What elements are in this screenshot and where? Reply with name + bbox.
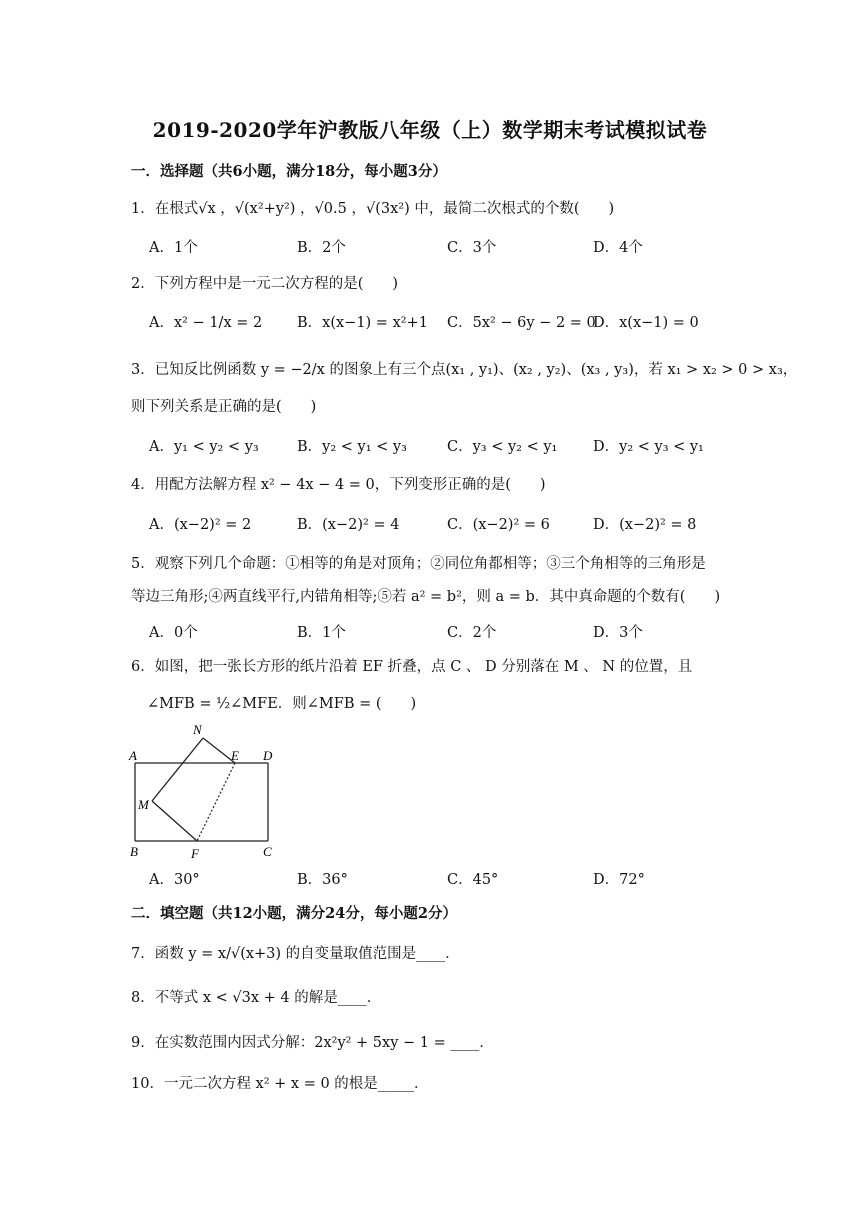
q4-option-c: C．(x−2)² = 6 [447, 517, 550, 533]
q6-option-b: B．36° [297, 872, 348, 888]
label-m: M [138, 797, 149, 812]
q5-option-b: B．1个 [297, 625, 346, 641]
label-b: B [130, 844, 138, 859]
label-a: A [129, 748, 137, 763]
q1-option-a: A．1个 [149, 240, 198, 256]
question-6-stem-line1: 6．如图，把一张长方形的纸片沿着 EF 折叠，点 C 、 D 分别落在 M 、 N 的位置，且 [131, 659, 693, 675]
label-c: C [263, 844, 272, 859]
q3-option-a: A．y₁ < y₂ < y₃ [149, 439, 259, 455]
q3-option-c: C．y₃ < y₂ < y₁ [447, 439, 558, 455]
q6-option-c: C．45° [447, 872, 499, 888]
question-4-stem: 4．用配方法解方程 x² − 4x − 4 = 0，下列变形正确的是( ) [131, 477, 546, 493]
q6-option-d: D．72° [593, 872, 645, 888]
page-title: 2019-2020学年沪教版八年级（上）数学期末考试模拟试卷 [152, 118, 708, 142]
fold-line-ef [197, 763, 235, 841]
q2-option-c: C．5x² − 6y − 2 = 0 [447, 315, 596, 331]
question-2-stem: 2．下列方程中是一元二次方程的是( ) [131, 276, 399, 292]
q5-option-d: D．3个 [593, 625, 643, 641]
q5-option-c: C．2个 [447, 625, 497, 641]
question-6-stem-line2: ∠MFB = ½∠MFE．则∠MFB = ( ) [147, 696, 417, 712]
question-7: 7．函数 y = x/√(x+3) 的自变量取值范围是____． [131, 946, 460, 962]
section-heading-choice: 一．选择题（共6小题，满分18分，每小题3分） [131, 163, 447, 180]
edge-mf [152, 801, 197, 841]
q3-option-b: B．y₂ < y₁ < y₃ [297, 439, 407, 455]
label-d: D [263, 748, 273, 763]
question-3-stem-line2: 则下列关系是正确的是( ) [131, 399, 317, 415]
question-8: 8．不等式 x < √3x + 4 的解是____． [131, 990, 382, 1006]
question-5-stem-line2: 等边三角形;④两直线平行,内错角相等;⑤若 a² = b²，则 a = b．其中真命题的个数有( ) [131, 589, 721, 605]
question-10: 10．一元二次方程 x² + x = 0 的根是_____． [131, 1076, 429, 1092]
edge-nm [152, 738, 203, 801]
q4-option-a: A．(x−2)² = 2 [149, 517, 252, 533]
q4-option-b: B．(x−2)² = 4 [297, 517, 400, 533]
q1-option-d: D．4个 [593, 240, 643, 256]
label-f: F [191, 846, 199, 861]
q5-option-a: A．0个 [149, 625, 198, 641]
question-9: 9．在实数范围内因式分解：2x²y² + 5xy − 1 = ____． [131, 1035, 494, 1051]
label-n: N [193, 722, 202, 737]
q2-option-b: B．x(x−1) = x²+1 [297, 315, 428, 331]
section-heading-fill: 二．填空题（共12小题，满分24分，每小题2分） [131, 905, 457, 922]
q6-option-a: A．30° [149, 872, 200, 888]
question-5-stem-line1: 5．观察下列几个命题：①相等的角是对顶角；②同位角都相等；③三个角相等的三角形是 [131, 556, 706, 572]
question-3-stem-line1: 3．已知反比例函数 y = −2/x 的图象上有三个点(x₁ , y₁)、(x₂ , y₂)、(x₃ , y₃)，若 x₁ > x₂ > 0 > x₃， [131, 362, 798, 378]
q3-option-d: D．y₂ < y₃ < y₁ [593, 439, 704, 455]
q1-option-b: B．2个 [297, 240, 346, 256]
folded-rectangle-figure [125, 718, 285, 863]
label-e: E [231, 748, 239, 763]
q2-option-d: D．x(x−1) = 0 [593, 315, 699, 331]
q1-option-c: C．3个 [447, 240, 497, 256]
q4-option-d: D．(x−2)² = 8 [593, 517, 697, 533]
question-1-stem: 1．在根式√x ，√(x²+y²) ，√0.5 ，√(3x²) 中，最简二次根式的个数( ) [131, 201, 615, 217]
q2-option-a: A．x² − 1/x = 2 [149, 315, 263, 331]
